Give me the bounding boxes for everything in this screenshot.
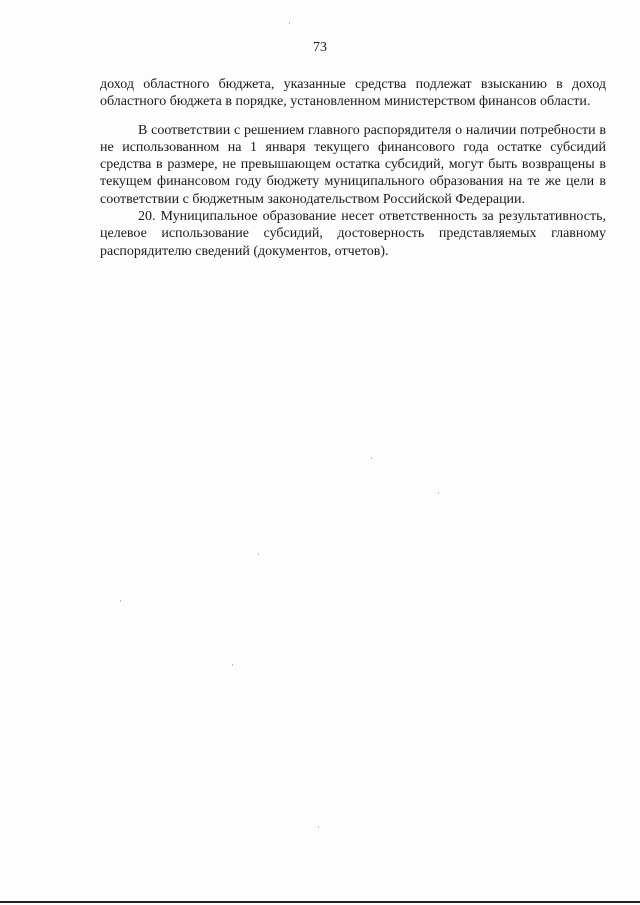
paragraph-item-20: 20. Муниципальное образование несет ответственность за результативность, целевое использование субсидий, достоверность представляемых главному распорядителю сведений (документов, отчетов). [100,209,606,259]
scan-speck [120,600,121,602]
paragraph-subsidy-return: В соответствии с решением главного распорядителя о наличии потребности в не использованном на 1 января текущего финансового года остатке субсидий средства в размере, не превышающем остатка субсидий, могут быть возвращены в текущем финансовом году бюджету муниципального образования на те же цели в соответствии с бюджетным законодательством Российской Федерации. [100,122,606,207]
scan-speck [289,22,290,24]
scan-speck [232,664,233,666]
scan-bottom-edge [0,901,640,903]
paragraph-continuation: доход областного бюджета, указанные средства подлежат взысканию в доход областного бюджета в порядке, установленном министерством финансов области. [100,77,606,110]
scan-speck [371,457,372,459]
scan-speck [438,492,439,494]
scan-speck [258,553,259,555]
page-number: 73 [313,40,327,55]
document-body [100,76,606,260]
scan-speck [318,826,319,828]
